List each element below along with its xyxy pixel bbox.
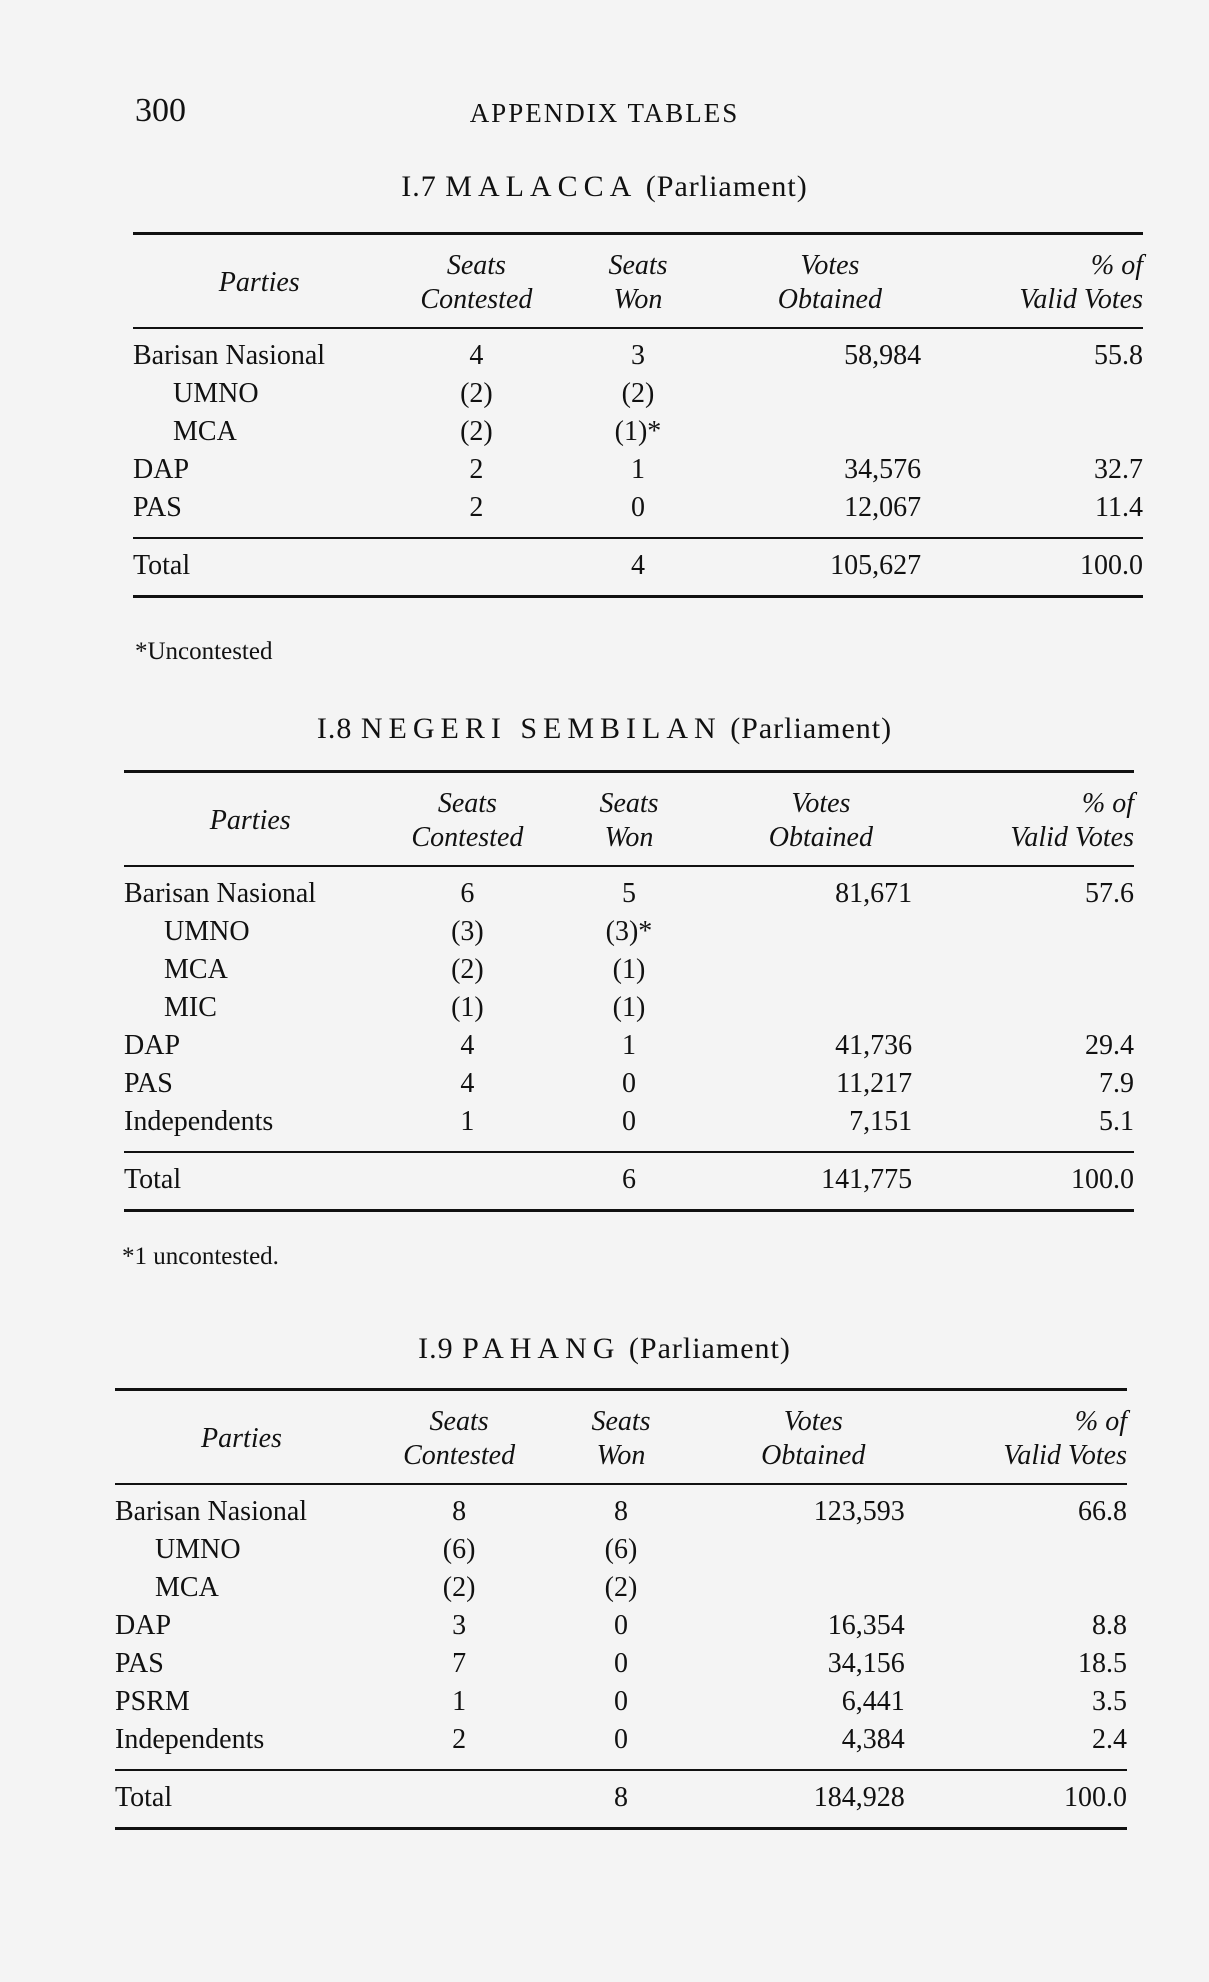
table-row — [133, 375, 1143, 413]
table-type: (Parliament) — [730, 712, 893, 745]
col-header-votes-obtained-line: Votes — [791, 788, 851, 819]
col-header-seats-won-line: Won — [596, 1440, 646, 1471]
pct-valid-votes: 29.4 — [1085, 1030, 1134, 1061]
pct-valid-votes: 32.7 — [1094, 454, 1143, 485]
total-votes: 184,928 — [813, 1782, 905, 1813]
col-header-pct-valid — [935, 1390, 1127, 1485]
header-row — [133, 234, 1143, 329]
party-name: MIC — [164, 992, 217, 1023]
col-header-votes-obtained-line: Votes — [783, 1406, 843, 1437]
votes-obtained — [692, 1569, 935, 1607]
seats-contested: 2 — [469, 454, 484, 485]
pct-valid-votes: 8.8 — [1092, 1610, 1127, 1641]
col-header-seats-won — [550, 1390, 692, 1485]
total-seats-won: 4 — [630, 550, 645, 581]
col-header-seats-contested — [368, 1390, 550, 1485]
party-name: DAP — [124, 1030, 181, 1061]
party-name: Independents — [124, 1106, 274, 1137]
table-type: (Parliament) — [645, 170, 808, 203]
col-header-votes-obtained-line: Obtained — [777, 284, 882, 315]
col-header-parties: Parties — [218, 267, 300, 298]
pct-valid-votes: 66.8 — [1078, 1496, 1127, 1527]
party-name: DAP — [133, 454, 190, 485]
table-row — [115, 1531, 1127, 1569]
pct-valid-votes: 7.9 — [1099, 1068, 1134, 1099]
seats-won: 0 — [613, 1686, 628, 1717]
table-row — [115, 1607, 1127, 1645]
col-header-pct-valid-line: % of — [1081, 788, 1134, 819]
votes-obtained: 34,156 — [827, 1648, 905, 1679]
party-name: MCA — [155, 1572, 219, 1603]
party-name: Barisan Nasional — [124, 878, 317, 909]
col-header-pct-valid-line: Valid Votes — [1010, 822, 1134, 853]
pct-valid-votes: 11.4 — [1095, 492, 1143, 523]
seats-contested: 1 — [452, 1686, 467, 1717]
seats-won: 1 — [621, 1030, 636, 1061]
col-header-seats-won — [567, 234, 708, 329]
party-name: UMNO — [164, 916, 250, 947]
party-name: Barisan Nasional — [133, 340, 326, 371]
table-row — [124, 913, 1134, 951]
col-header-seats-contested-line: Seats — [437, 788, 497, 819]
pct-valid-votes — [942, 951, 1134, 989]
col-header-votes-obtained-line: Votes — [800, 250, 860, 281]
total-label: Total — [124, 1164, 182, 1195]
pct-valid-votes: 5.1 — [1099, 1106, 1134, 1137]
party-name: MCA — [173, 416, 237, 447]
total-label: Total — [133, 550, 191, 581]
col-header-seats-won-line: Seats — [599, 788, 659, 819]
party-name: PAS — [115, 1648, 164, 1679]
total-seats-contested — [386, 538, 568, 597]
seats-won: 0 — [621, 1068, 636, 1099]
col-header-pct-valid-line: Valid Votes — [1019, 284, 1143, 315]
col-header-parties: Parties — [201, 1423, 282, 1454]
table-row — [133, 328, 1143, 375]
pct-valid-votes — [935, 1569, 1127, 1607]
col-header-seats-won-line: Won — [604, 822, 654, 853]
header-row — [115, 1390, 1127, 1485]
table-row — [133, 413, 1143, 451]
votes-obtained: 4,384 — [841, 1724, 905, 1755]
votes-obtained: 12,067 — [844, 492, 922, 523]
seats-contested: (2) — [460, 416, 493, 447]
seats-contested: (2) — [442, 1572, 476, 1603]
party-name: UMNO — [155, 1534, 241, 1565]
col-header-seats-won-line: Seats — [591, 1406, 651, 1437]
seats-contested: (3) — [451, 916, 484, 947]
seats-won: 0 — [613, 1610, 628, 1641]
pct-valid-votes — [951, 375, 1143, 413]
seats-contested: 8 — [452, 1496, 467, 1527]
col-header-pct-valid-line: Valid Votes — [1003, 1440, 1127, 1471]
col-header-parties: Parties — [209, 805, 291, 836]
seats-contested: 2 — [469, 492, 484, 523]
table-row — [115, 1721, 1127, 1770]
table-row — [133, 451, 1143, 489]
col-header-seats-contested-line: Seats — [446, 250, 506, 281]
col-header-pct-valid — [951, 234, 1143, 329]
seats-contested: 1 — [460, 1106, 475, 1137]
total-votes: 105,627 — [830, 550, 922, 581]
party-name: UMNO — [173, 378, 259, 409]
col-header-seats-contested-line: Contested — [411, 822, 524, 853]
pct-valid-votes: 3.5 — [1092, 1686, 1127, 1717]
seats-won: 0 — [630, 492, 645, 523]
pahang-table — [115, 1388, 1127, 1830]
total-seats-contested — [368, 1770, 550, 1829]
party-name: MCA — [164, 954, 228, 985]
table-row — [115, 1645, 1127, 1683]
seats-won: 0 — [621, 1106, 636, 1137]
seats-contested: 3 — [452, 1610, 467, 1641]
col-header-seats-won-line: Seats — [608, 250, 668, 281]
total-row — [133, 538, 1143, 597]
total-row — [124, 1152, 1134, 1211]
total-label: Total — [115, 1782, 173, 1813]
seats-won: (2) — [604, 1572, 638, 1603]
table-state: MALACCA — [445, 170, 638, 203]
col-header-votes-obtained-line: Obtained — [761, 1440, 866, 1471]
party-name: DAP — [115, 1610, 172, 1641]
party-name: PSRM — [115, 1686, 190, 1717]
col-header-seats-contested — [377, 772, 559, 867]
votes-obtained — [692, 1531, 935, 1569]
table-row — [115, 1569, 1127, 1607]
table-type: (Parliament) — [628, 1332, 791, 1365]
seats-contested: 4 — [460, 1068, 475, 1099]
total-seats-won: 6 — [621, 1164, 636, 1195]
seats-won: 0 — [613, 1648, 628, 1679]
seats-contested: 2 — [452, 1724, 467, 1755]
party-name: PAS — [133, 492, 182, 523]
header-row — [124, 772, 1134, 867]
seats-won: (1) — [612, 954, 646, 985]
party-name: Independents — [115, 1724, 265, 1755]
table-row — [124, 1065, 1134, 1103]
table-row — [124, 989, 1134, 1027]
col-header-votes-obtained — [692, 1390, 935, 1485]
seats-won: (3)* — [605, 916, 653, 947]
votes-obtained: 41,736 — [835, 1030, 913, 1061]
total-seats-won: 8 — [613, 1782, 628, 1813]
seats-contested: (6) — [442, 1534, 476, 1565]
seats-won: 5 — [621, 878, 636, 909]
col-header-seats-contested-line: Contested — [420, 284, 533, 315]
party-name: Barisan Nasional — [115, 1496, 308, 1527]
table-number: I.7 — [401, 170, 437, 203]
votes-obtained: 16,354 — [827, 1610, 905, 1641]
table-row — [124, 866, 1134, 913]
col-header-seats-contested — [386, 234, 568, 329]
table-row — [115, 1484, 1127, 1531]
table-row — [133, 489, 1143, 538]
col-header-seats-contested-line: Contested — [403, 1440, 516, 1471]
col-header-seats-won-line: Won — [613, 284, 663, 315]
table-title-pahang — [0, 1332, 1209, 1366]
votes-obtained: 34,576 — [844, 454, 922, 485]
table-title-malacca — [0, 170, 1209, 204]
col-header-pct-valid — [942, 772, 1134, 867]
pct-valid-votes — [951, 413, 1143, 451]
seats-contested: (2) — [460, 378, 493, 409]
table-title-negeri-sembilan — [0, 712, 1209, 746]
seats-won: 0 — [613, 1724, 628, 1755]
votes-obtained — [700, 989, 942, 1027]
table-row — [124, 1103, 1134, 1152]
seats-won: (1) — [612, 992, 646, 1023]
table-footnote: *1 uncontested. — [122, 1243, 279, 1270]
page-number: 300 — [135, 92, 186, 129]
col-header-seats-won — [558, 772, 699, 867]
table-row — [124, 951, 1134, 989]
table-number: I.9 — [418, 1332, 454, 1365]
votes-obtained: 11,217 — [836, 1068, 913, 1099]
votes-obtained — [700, 913, 942, 951]
pct-valid-votes: 2.4 — [1092, 1724, 1127, 1755]
pct-valid-votes: 57.6 — [1085, 878, 1134, 909]
votes-obtained — [709, 375, 951, 413]
pct-valid-votes: 18.5 — [1078, 1648, 1127, 1679]
seats-won: (1)* — [614, 416, 662, 447]
table-row — [115, 1683, 1127, 1721]
votes-obtained: 7,151 — [849, 1106, 913, 1137]
seats-contested: 6 — [460, 878, 475, 909]
seats-won: 3 — [630, 340, 645, 371]
votes-obtained — [700, 951, 942, 989]
table-state: NEGERI SEMBILAN — [360, 712, 722, 745]
total-pct: 100.0 — [1064, 1782, 1127, 1813]
total-seats-contested — [377, 1152, 559, 1211]
seats-won: (6) — [604, 1534, 638, 1565]
total-pct: 100.0 — [1080, 550, 1143, 581]
col-header-pct-valid-line: % of — [1090, 250, 1143, 281]
seats-won: 8 — [613, 1496, 628, 1527]
table-row — [124, 1027, 1134, 1065]
negeri-sembilan-table — [124, 770, 1134, 1212]
votes-obtained: 6,441 — [841, 1686, 905, 1717]
seats-contested: (2) — [451, 954, 484, 985]
seats-won: (2) — [621, 378, 655, 409]
seats-contested: 4 — [469, 340, 484, 371]
table-number: I.8 — [316, 712, 353, 745]
col-header-votes-obtained — [709, 234, 951, 329]
col-header-votes-obtained — [700, 772, 942, 867]
col-header-votes-obtained-line: Obtained — [768, 822, 873, 853]
table-footnote: *Uncontested — [135, 638, 273, 665]
seats-won: 1 — [630, 454, 645, 485]
table-state: PAHANG — [462, 1332, 621, 1365]
running-head: APPENDIX TABLES — [469, 98, 740, 128]
total-votes: 141,775 — [821, 1164, 913, 1195]
malacca-table — [133, 232, 1143, 598]
votes-obtained: 123,593 — [813, 1496, 905, 1527]
pct-valid-votes: 55.8 — [1094, 340, 1143, 371]
col-header-seats-contested-line: Seats — [429, 1406, 489, 1437]
pct-valid-votes — [942, 989, 1134, 1027]
col-header-pct-valid-line: % of — [1074, 1406, 1127, 1437]
seats-contested: 4 — [460, 1030, 475, 1061]
seats-contested: (1) — [451, 992, 484, 1023]
total-row — [115, 1770, 1127, 1829]
total-pct: 100.0 — [1071, 1164, 1134, 1195]
pct-valid-votes — [935, 1531, 1127, 1569]
votes-obtained — [709, 413, 951, 451]
party-name: PAS — [124, 1068, 173, 1099]
pct-valid-votes — [942, 913, 1134, 951]
votes-obtained: 58,984 — [844, 340, 922, 371]
votes-obtained: 81,671 — [835, 878, 913, 909]
seats-contested: 7 — [452, 1648, 467, 1679]
